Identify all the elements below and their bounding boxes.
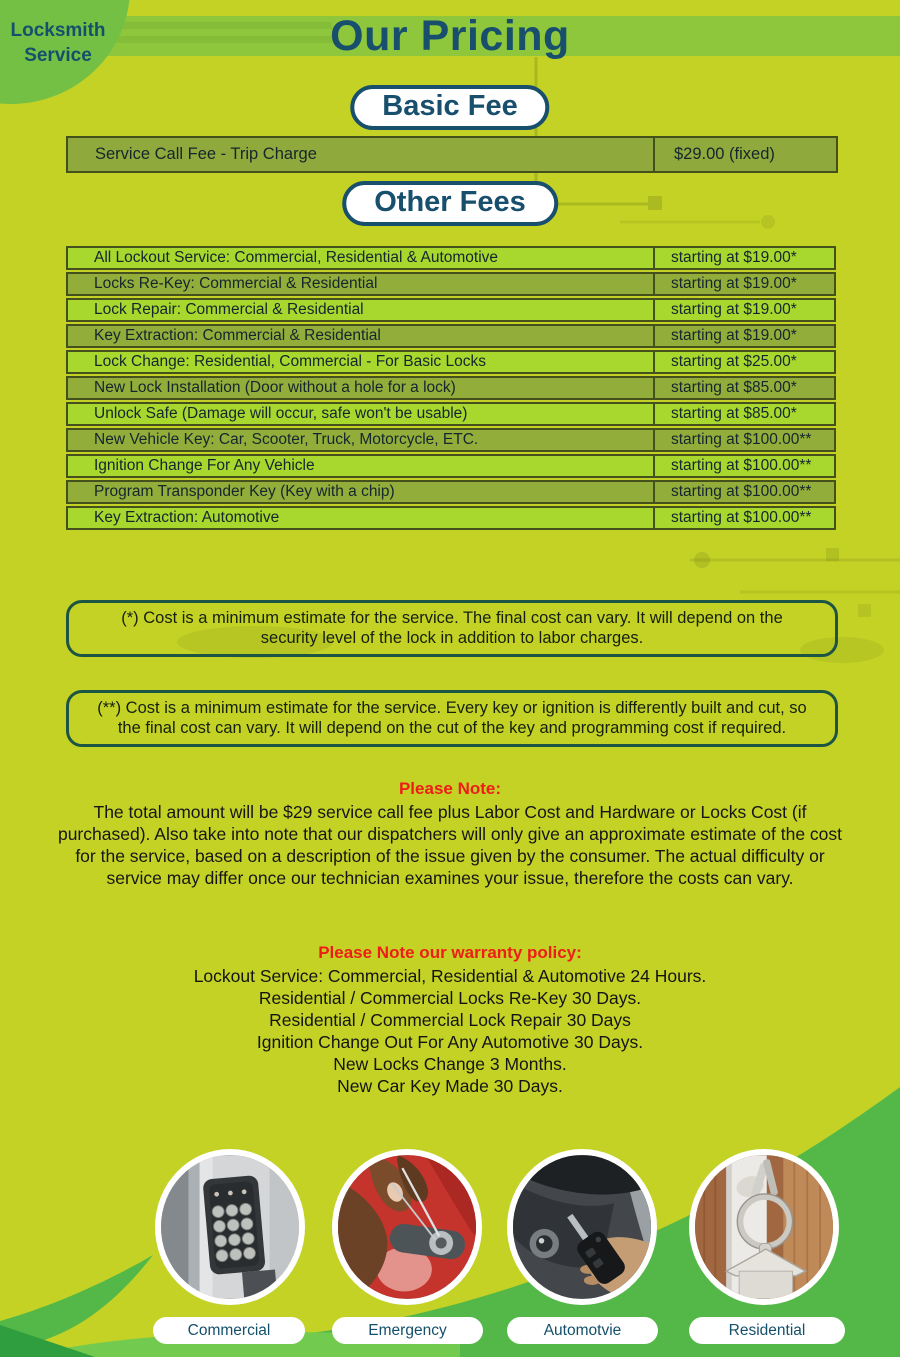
lock-picking-illustration <box>338 1155 476 1299</box>
fee-price: starting at $100.00** <box>653 430 834 450</box>
fee-price: starting at $25.00* <box>653 352 834 372</box>
fee-service: Lock Repair: Commercial & Residential <box>94 301 364 318</box>
fee-service: Program Transponder Key (Key with a chip) <box>94 483 395 500</box>
fee-service: Key Extraction: Automotive <box>94 509 280 526</box>
commercial-photo <box>155 1149 305 1305</box>
logo <box>2 18 114 68</box>
logo-line2: Service <box>24 45 92 66</box>
fee-price: starting at $100.00** <box>653 508 834 528</box>
fee-price: starting at $85.00* <box>653 404 834 424</box>
please-note-heading: Please Note: <box>398 779 502 798</box>
warranty-line: New Locks Change 3 Months. <box>333 1054 567 1074</box>
fee-row <box>66 298 836 322</box>
other-fees-heading: Other Fees <box>342 181 558 226</box>
emergency-photo <box>332 1149 482 1305</box>
warranty-policy-list <box>55 965 845 1097</box>
basic-fee-price: $29.00 (fixed) <box>653 138 836 171</box>
residential-photo <box>689 1149 839 1305</box>
basic-fee-heading: Basic Fee <box>350 85 549 130</box>
category-commercial[interactable]: Commercial <box>153 1317 305 1344</box>
warranty-line: Residential / Commercial Locks Re-Key 30 Days. <box>258 988 642 1008</box>
fee-service: Locks Re-Key: Commercial & Residential <box>94 275 378 292</box>
car-key-ignition-illustration <box>513 1155 651 1299</box>
other-fees-table <box>66 246 836 530</box>
keypad-lock-illustration <box>161 1155 299 1299</box>
fee-row <box>66 246 836 270</box>
fee-row <box>66 272 836 296</box>
fee-price: starting at $100.00** <box>653 482 834 502</box>
warranty-line: Ignition Change Out For Any Automotive 30 Days. <box>256 1032 644 1052</box>
double-star-note: (**) Cost is a minimum estimate for the service. Every key or ignition is differently built and cut, so the final cost can vary. It will depend on the cut of the key and programming cost if required. <box>66 690 838 747</box>
fee-row <box>66 454 836 478</box>
fee-service: Ignition Change For Any Vehicle <box>94 457 315 474</box>
fee-service: All Lockout Service: Commercial, Residential & Automotive <box>94 249 499 266</box>
automotive-photo <box>507 1149 657 1305</box>
fee-row <box>66 350 836 374</box>
category-emergency[interactable]: Emergency <box>332 1317 483 1344</box>
house-keychain-illustration <box>695 1155 833 1299</box>
warranty-line: Residential / Commercial Lock Repair 30 Days <box>269 1010 631 1030</box>
category-residential[interactable]: Residential <box>689 1317 845 1344</box>
page-title: Our Pricing <box>330 12 570 60</box>
fee-price: starting at $19.00* <box>653 274 834 294</box>
fee-service: Lock Change: Residential, Commercial - For Basic Locks <box>94 353 486 370</box>
fee-price: starting at $19.00* <box>653 326 834 346</box>
warranty-line: Lockout Service: Commercial, Residential & Automotive 24 Hours. <box>193 966 707 986</box>
single-star-note: (*) Cost is a minimum estimate for the service. The final cost can vary. It will depend on the security level of the lock in addition to labor charges. <box>66 600 838 657</box>
please-note-body: The total amount will be $29 service call fee plus Labor Cost and Hardware or Locks Cost (if purchased). Also take into note that our dispatchers will only give an approximate estimate of the cost for the service, based on a description of the issue given by the consumer. The actual difficulty or service may differ once our technician examines your issue, therefore the costs can vary. <box>57 802 843 888</box>
fee-price: starting at $100.00** <box>653 456 834 476</box>
fee-price: starting at $19.00* <box>653 248 834 268</box>
fee-row <box>66 402 836 426</box>
fee-service: Key Extraction: Commercial & Residential <box>94 327 381 344</box>
fee-service: Unlock Safe (Damage will occur, safe won't be usable) <box>94 405 468 422</box>
warranty-line: New Car Key Made 30 Days. <box>337 1076 563 1096</box>
fee-price: starting at $19.00* <box>653 300 834 320</box>
fee-row <box>66 324 836 348</box>
basic-fee-row <box>66 136 838 173</box>
warranty-heading: Please Note our warranty policy: <box>318 943 582 962</box>
fee-price: starting at $85.00* <box>653 378 834 398</box>
fee-service: New Vehicle Key: Car, Scooter, Truck, Motorcycle, ETC. <box>94 431 479 448</box>
fee-row <box>66 480 836 504</box>
fee-service: New Lock Installation (Door without a hole for a lock) <box>94 379 456 396</box>
basic-fee-service: Service Call Fee - Trip Charge <box>95 145 317 163</box>
category-automotive[interactable]: Automotvie <box>507 1317 658 1344</box>
fee-row <box>66 428 836 452</box>
logo-line1: Locksmith <box>10 20 106 41</box>
fee-row <box>66 506 836 530</box>
fee-row <box>66 376 836 400</box>
